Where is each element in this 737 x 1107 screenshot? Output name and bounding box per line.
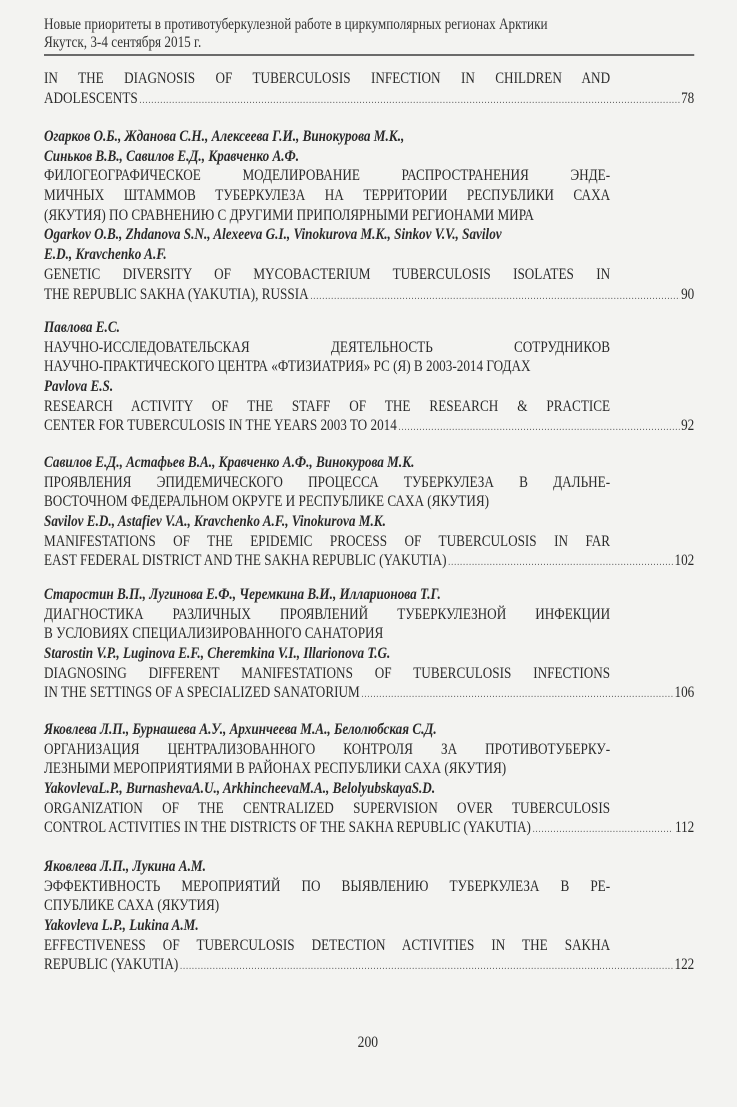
title-ru: ОРГАНИЗАЦИЯ ЦЕНТРАЛИЗОВАННОГО КОНТРОЛЯ ЗА ПРОТИВОТУБЕРКУ-: [44, 740, 611, 758]
toc-entry-last-line: [44, 551, 694, 571]
toc-entry: [44, 720, 694, 838]
title-ru: НАУЧНО-ИССЛЕДОВАТЕЛЬСКАЯ ДЕЯТЕЛЬНОСТЬ СОТРУДНИКОВ: [44, 338, 611, 356]
title-ru: НАУЧНО-ПРАКТИЧЕСКОГО ЦЕНТРА «ФТИЗИАТРИЯ» РС (Я) В 2003-2014 ГОДАХ: [44, 358, 531, 376]
title-en: IN THE DIAGNOSIS OF TUBERCULOSIS INFECTION IN CHILDREN AND: [44, 70, 611, 87]
title-en: ADOLESCENTS: [44, 89, 138, 107]
authors-en: Pavlova E.S.: [44, 378, 114, 396]
running-header-title: Новые приоритеты в противотуберкулезной работе в циркумполярных регионах Арктики: [44, 16, 548, 33]
title-en: ORGANIZATION OF THE CENTRALIZED SUPERVISION OVER TUBERCULOSIS: [44, 799, 611, 817]
title-en: DIAGNOSING DIFFERENT MANIFESTATIONS OF TUBERCULOSIS INFECTIONS: [44, 664, 611, 682]
authors-ru: Савилов Е.Д., Астафьев В.А., Кравченко А.Ф., Винокурова М.К.: [44, 454, 415, 471]
authors-ru: Старостин В.П., Лугинова Е.Ф., Черемкина В.И., Илларионова Т.Г.: [44, 586, 441, 603]
toc-entry: [44, 857, 694, 975]
toc-page-ref: 112: [674, 819, 695, 837]
authors-ru: Павлова Е.С.: [44, 319, 120, 336]
authors-en: YakovlevaL.P., BurnashevaA.U., ArkhincheevaM.A., BelolyubskayaS.D.: [44, 780, 436, 798]
toc-page-ref: 102: [674, 552, 695, 570]
title-en: EAST FEDERAL DISTRICT AND THE SAKHA REPUBLIC (YAKUTIA): [44, 552, 447, 570]
toc-entry: [44, 585, 694, 703]
authors-en: Starostin V.P., Luginova E.F., Cheremkina V.I., Illarionova T.G.: [44, 645, 391, 663]
authors-ru: Синьков В.В., Савилов Е.Д., Кравченко А.Ф.: [44, 147, 300, 165]
title-en: CONTROL ACTIVITIES IN THE DISTRICTS OF THE SAKHA REPUBLIC (YAKUTIA): [44, 819, 531, 837]
title-ru: ВОСТОЧНОМ ФЕДЕРАЛЬНОМ ОКРУГЕ И РЕСПУБЛИКЕ САХА (ЯКУТИЯ): [44, 493, 490, 511]
authors-en: Yakovleva L.P., Lukina A.M.: [44, 917, 199, 935]
authors-ru: Яковлева Л.П., Лукина А.М.: [44, 858, 206, 875]
dot-leader: [448, 553, 673, 573]
toc-entry-last-line: [44, 818, 694, 838]
toc-page-ref: 78: [681, 89, 695, 107]
title-en: RESEARCH ACTIVITY OF THE STAFF OF THE RESEARCH & PRACTICE: [44, 397, 611, 415]
title-ru: ФИЛОГЕОГРАФИЧЕСКОЕ МОДЕЛИРОВАНИЕ РАСПРОСТРАНЕНИЯ ЭНДЕ-: [44, 167, 611, 185]
title-ru: СПУБЛИКЕ САХА (ЯКУТИЯ): [44, 897, 220, 915]
toc-entry-last-line: [44, 285, 694, 305]
title-ru: В УСЛОВИЯХ СПЕЦИАЛИЗИРОВАННОГО САНАТОРИЯ: [44, 625, 384, 643]
authors-ru: Яковлева Л.П., Бурнашева А.У., Архинчеева М.А., Белолюбская С.Д.: [44, 721, 437, 738]
dot-leader: [399, 418, 680, 438]
running-header-place-date: Якутск, 3-4 сентября 2015 г.: [44, 34, 202, 51]
toc-page: [44, 0, 694, 1107]
authors-ru: Огарков О.Б., Жданова С.Н., Алексеева Г.И., Винокурова М.К.,: [44, 128, 405, 145]
toc-entry: [44, 69, 694, 108]
dot-leader: [533, 820, 674, 840]
title-en: CENTER FOR TUBERCULOSIS IN THE YEARS 2003 TO 2014: [44, 417, 397, 435]
toc-page-ref: 90: [681, 285, 695, 303]
title-en: MANIFESTATIONS OF THE EPIDEMIC PROCESS OF TUBERCULOSIS IN FAR: [44, 532, 611, 550]
toc-page-ref: 92: [681, 417, 695, 435]
title-ru: (ЯКУТИЯ) ПО СРАВНЕНИЮ С ДРУГИМИ ПРИПОЛЯРНЫМИ РЕГИОНАМИ МИРА: [44, 206, 534, 224]
title-en: IN THE SETTINGS OF A SPECIALIZED SANATORIUM: [44, 684, 360, 702]
authors-en: Savilov E.D., Astafiev V.A., Kravchenko A.F., Vinokurova M.K.: [44, 513, 386, 531]
title-en: EFFECTIVENESS OF TUBERCULOSIS DETECTION ACTIVITIES IN THE SAKHA: [44, 936, 611, 954]
toc-entry: [44, 127, 694, 304]
title-en: REPUBLIC (YAKUTIA): [44, 956, 179, 974]
dot-leader: [361, 685, 672, 705]
dot-leader: [180, 957, 673, 977]
header-divider: [44, 54, 694, 56]
page-number: 200: [357, 1034, 379, 1051]
title-en: GENETIC DIVERSITY OF MYCOBACTERIUM TUBERCULOSIS ISOLATES IN: [44, 265, 611, 283]
toc-entry-last-line: [44, 955, 694, 975]
toc-page-ref: 106: [674, 684, 695, 702]
toc-entry: [44, 318, 694, 436]
toc-page-ref: 122: [674, 956, 695, 974]
title-ru: ПРОЯВЛЕНИЯ ЭПИДЕМИЧЕСКОГО ПРОЦЕССА ТУБЕРКУЛЕЗА В ДАЛЬНЕ-: [44, 473, 611, 491]
toc-entry: [44, 453, 694, 571]
title-ru: ЛЕЗНЫМИ МЕРОПРИЯТИЯМИ В РАЙОНАХ РЕСПУБЛИКИ САХА (ЯКУТИЯ): [44, 760, 507, 778]
title-ru: ДИАГНОСТИКА РАЗЛИЧНЫХ ПРОЯВЛЕНИЙ ТУБЕРКУЛЕЗНОЙ ИНФЕКЦИИ: [44, 605, 611, 623]
title-ru: ЭФФЕКТИВНОСТЬ МЕРОПРИЯТИЙ ПО ВЫЯВЛЕНИЮ ТУБЕРКУЛЕЗА В РЕ-: [44, 877, 611, 895]
toc-entry-last-line: [44, 683, 694, 703]
authors-en: E.D., Kravchenko A.F.: [44, 246, 167, 264]
dot-leader: [139, 91, 679, 111]
title-en: THE REPUBLIC SAKHA (YAKUTIA), RUSSIA: [44, 285, 309, 303]
toc-entry-last-line: [44, 89, 694, 109]
dot-leader: [310, 287, 679, 307]
authors-en: Ogarkov O.B., Zhdanova S.N., Alexeeva G.I., Vinokurova M.K., Sinkov V.V., Savilov: [44, 226, 502, 244]
title-ru: МИЧНЫХ ШТАММОВ ТУБЕРКУЛЕЗА НА ТЕРРИТОРИИ РЕСПУБЛИКИ САХА: [44, 187, 611, 205]
toc-entry-last-line: [44, 416, 694, 436]
